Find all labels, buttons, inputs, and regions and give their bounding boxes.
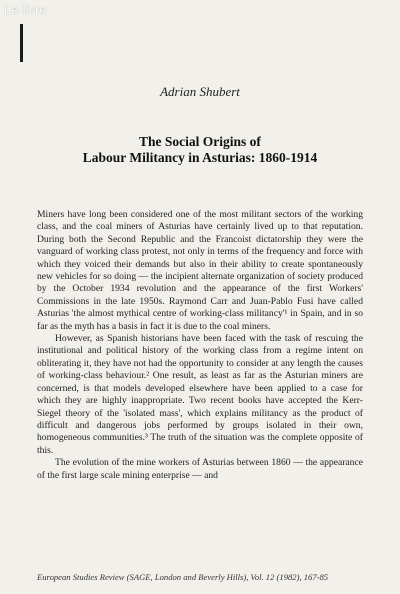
- paragraph: However, as Spanish historians have been faced with the task of rescuing the institutional and political history of the working class from a regime intent on obliterating it, they have not had the opportunity to consider at any length the causes of working-class behaviour.² One result, as least as far as the Asturian miners are concerned, is that models developed elsewhere have been applied to a case for which they are highly inappropriate. Two recent books have accepted the Kerr-Siegel theory of the 'isolated mass', which explains militancy as the product of difficult and dangerous jobs performed by groups isolated in their own, homogeneous communities.³ The truth of the situation was the complete opposite of this.: [37, 333, 363, 456]
- paragraph: The evolution of the mine workers of Asturias between 1860 — the appearance of the first large scale mining enterprise — and: [37, 457, 363, 481]
- article-body: [37, 209, 363, 482]
- article-title: [0, 134, 400, 166]
- journal-citation: European Studies Review (SAGE, London and Beverly Hills), Vol. 12 (1982), 167-85: [37, 572, 329, 582]
- paragraph: Miners have long been considered one of the most militant sectors of the working class, and the coal miners of Asturias have certainly lived up to that reputation. During both the Second Republic and the Francoist dictatorship they were the vanguard of working class protest, not only in terms of the frequency and force with which they voiced their demands but also in their ability to create spontaneously new vehicles for so doing — the incipient alternate organization of society produced by the October 1934 revolution and the appearance of the first Workers' Commissions in the late 1950s. Raymond Carr and Juan-Pablo Fusi have called Asturias 'the almost mythical centre of working-class militancy'¹ in Spain, and in so far as the myth has a basis in fact it is due to the coal miners.: [37, 209, 363, 332]
- title-line-2: Labour Militancy in Asturias: 1860-1914: [82, 150, 318, 165]
- title-line-1: The Social Origins of: [139, 134, 261, 149]
- margin-mark: [20, 24, 23, 62]
- watermark: Le-livre: [4, 2, 47, 17]
- author-name: Adrian Shubert: [160, 84, 240, 99]
